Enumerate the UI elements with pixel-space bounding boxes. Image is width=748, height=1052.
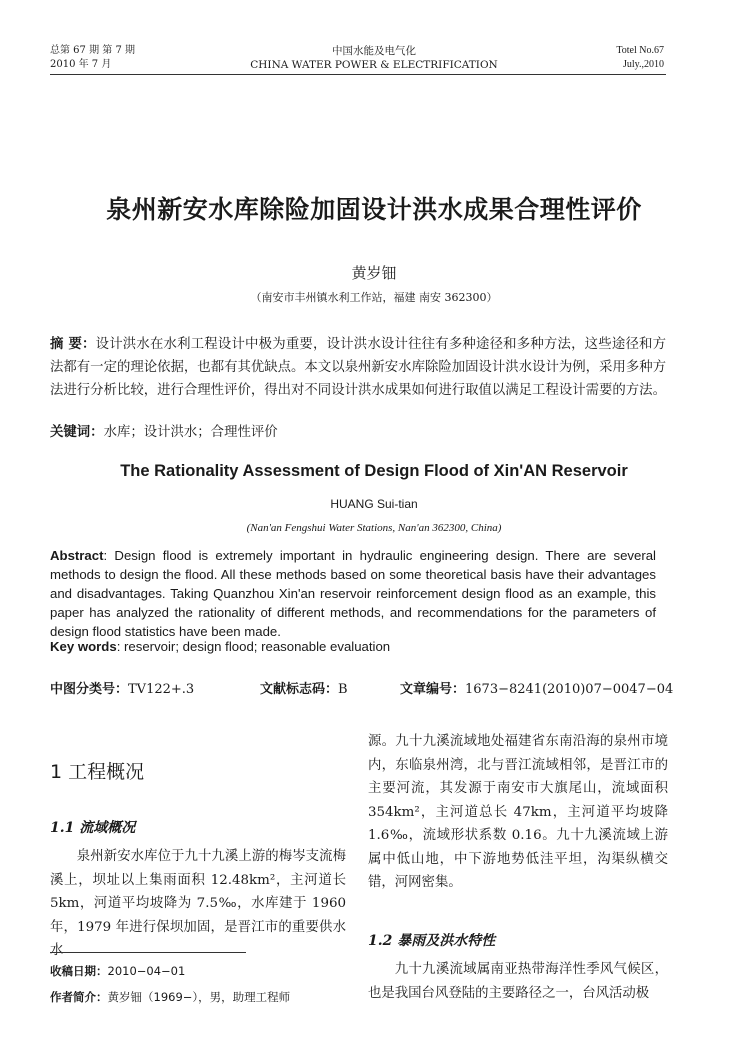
- abstract-en: [50, 547, 656, 642]
- keywords-cn-label: 关键词：: [50, 425, 104, 440]
- keywords-cn: [50, 421, 666, 444]
- paper-title: 泉州新安水库除险加固设计洪水成果合理性评价: [106, 195, 642, 224]
- section-1-1-paragraph: 泉州新安水库位于九十九溪上游的梅岑支流梅溪上，坝址以上集雨面积 12.48km²，主河道长 5km，河道平均坡降为 7.5‰，水库建于 1960 年，1979 年进行保坝加固，是晋江市的重要供水水: [50, 849, 346, 958]
- article-value: 1673−8241(2010)07−0047−04: [465, 682, 674, 697]
- doc-label: 文献标志码：: [260, 682, 339, 697]
- header-divider: [50, 74, 666, 75]
- keywords-en: [50, 638, 666, 656]
- bio-value: 黄岁钿（1969−），男，助理工程师: [107, 990, 291, 1004]
- header-issue-info: [50, 44, 135, 72]
- clc-value: TV122+.3: [128, 682, 195, 697]
- section-1-2-heading: 1.2 暴雨及洪水特性: [368, 933, 496, 949]
- abstract-en-label: Abstract: [50, 548, 104, 563]
- clc-number: [50, 681, 194, 699]
- keywords-en-label: Key words: [50, 639, 117, 654]
- section-1-heading: 1 工程概况: [50, 761, 145, 783]
- author-affiliation-en: (Nan'an Fengshui Water Stations, Nan'an 362300, China): [246, 522, 502, 534]
- abstract-cn-text: 设计洪水在水利工程设计中极为重要，设计洪水设计往往有多种途径和多种方法，这些途径和方法都有一定的理论依据，也都有其优缺点。本文以泉州新安水库除险加固设计洪水设计为例，采用多种方法进行分析比较，进行合理性评价，得出对不同设计洪水成果如何进行取值以满足工程设计需要的方法。: [50, 337, 667, 398]
- document-code: [260, 681, 348, 699]
- author-affiliation: （南安市丰州镇水利工作站，福建 南安 362300）: [250, 291, 498, 304]
- header-date-en: July.,2010: [622, 59, 664, 70]
- author-name: 黄岁钿: [351, 264, 397, 282]
- header-total-issue: [616, 44, 664, 72]
- journal-name-cn: 中国水能及电气化: [332, 45, 416, 57]
- bio-label: 作者简介：: [50, 990, 108, 1004]
- footnote-author-bio: [50, 990, 290, 1005]
- section-1-1-paragraph-continued: 源。九十九溪流域地处福建省东南沿海的泉州市境内，东临泉州湾，北与晋江流域相邻，是晋江市的主要河流，其发源于南安市大旗尾山，流域面积 354km²，主河道总长 47km，主河道平均坡降 1.6‰，流域形状系数 0.16。九十九溪流域上游属中低山地，中下游地势低洼平坦，沟渠纵横交错，河网密集。: [368, 734, 668, 890]
- section-1-1-heading: 1.1 流域概况: [50, 820, 136, 836]
- clc-label: 中图分类号：: [50, 682, 129, 697]
- footnote-divider: [50, 952, 246, 953]
- header-total-number: Totel No.67: [616, 45, 664, 56]
- paper-title-en: The Rationality Assessment of Design Flood of Xin'AN Reservoir: [120, 462, 628, 480]
- keywords-cn-text: 水库；设计洪水；合理性评价: [103, 425, 278, 440]
- author-name-en: HUANG Sui-tian: [330, 497, 418, 511]
- abstract-en-text: : Design flood is extremely important in hydraulic engineering design. There are several methods to design the flood. All these methods based on some theoretical basis have their advantages and disadvantages. Taking Quanzhou Xin'an reservoir reinforcement design flood as an example, this paper has analyzed the rationality of different methods, and recommendations for the parameters of design flood statistics have been made.: [50, 548, 656, 639]
- footnote-received: [50, 964, 185, 979]
- article-number: [400, 681, 673, 699]
- section-1-2-paragraph: 九十九溪流域属南亚热带海洋性季风气候区，也是我国台风登陆的主要路径之一，台风活动极: [368, 962, 668, 1001]
- keywords-en-text: : reservoir; design flood; reasonable evaluation: [116, 639, 391, 654]
- journal-name-en: CHINA WATER POWER & ELECTRIFICATION: [250, 59, 498, 71]
- header-journal-name: [200, 44, 548, 72]
- header-issue-date: 2010 年 7 月: [50, 59, 112, 70]
- doc-value: B: [338, 682, 348, 697]
- received-value: 2010−04−01: [107, 964, 186, 978]
- header-issue-number: 总第 67 期 第 7 期: [50, 45, 135, 56]
- abstract-cn: [50, 333, 666, 402]
- abstract-cn-label: 摘 要：: [50, 337, 96, 352]
- received-label: 收稿日期：: [50, 964, 108, 978]
- article-label: 文章编号：: [400, 682, 466, 697]
